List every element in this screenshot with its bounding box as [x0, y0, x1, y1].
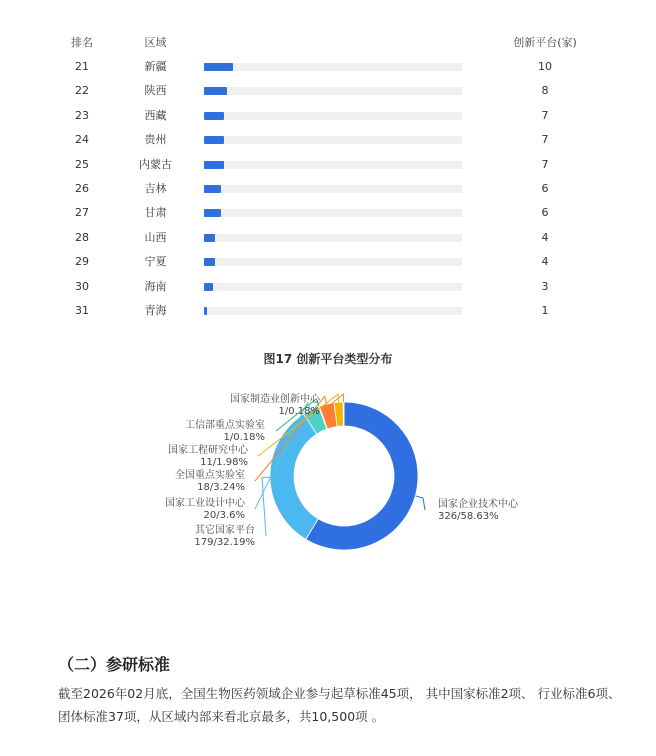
- bar-fill: [204, 63, 233, 71]
- bar-fill: [204, 209, 221, 217]
- value-cell: 7: [541, 157, 549, 171]
- bar-fill: [204, 307, 207, 315]
- paragraph-line-1: 截至2026年02月底，全国生物医药领域企业参与起草标准45项， 其中国家标准2项、 行业标准6项、: [58, 686, 621, 701]
- section-title: （二）参研标准: [58, 655, 171, 674]
- table-row: [0, 180, 656, 198]
- rank-cell: 22: [75, 84, 89, 98]
- rank-cell: 24: [75, 133, 89, 147]
- rank-cell: 27: [75, 206, 89, 220]
- slice-name-label: 国家工业设计中心: [165, 498, 245, 509]
- rank-header: 排名: [71, 36, 93, 49]
- paragraph-line-2: 团体标准37项，从区域内部来看北京最多，共10,500项 。: [58, 709, 385, 724]
- value-cell: 1: [541, 304, 549, 317]
- slice-value-label: 11/1.98%: [200, 457, 248, 468]
- slice-name-label: 其它国家平台: [195, 525, 255, 536]
- slice-name-label: 国家企业技术中心: [438, 499, 518, 510]
- value-cell: 8: [541, 84, 549, 98]
- bar-fill: [204, 185, 221, 193]
- region-cell: 西藏: [144, 108, 167, 122]
- region-cell: 青海: [144, 304, 167, 317]
- value-cell: 3: [541, 279, 549, 293]
- value-cell: 6: [541, 206, 549, 220]
- table-row: [0, 107, 656, 125]
- rank-cell: 29: [75, 255, 89, 269]
- table-row: [0, 253, 656, 271]
- region-cell: 山西: [144, 230, 167, 244]
- bar-track: [204, 307, 462, 315]
- region-cell: 甘肃: [144, 206, 167, 220]
- bar-fill: [204, 112, 224, 120]
- table-row: [0, 131, 656, 149]
- value-cell: 4: [541, 230, 549, 244]
- rank-cell: 30: [75, 279, 89, 293]
- slice-name-label: 国家工程研究中心: [168, 445, 248, 456]
- table-row: [0, 302, 656, 320]
- bar-track: [204, 258, 462, 266]
- rank-cell: 23: [75, 108, 89, 122]
- value-cell: 7: [541, 108, 549, 122]
- bar-track: [204, 234, 462, 242]
- value-cell: 6: [541, 182, 549, 195]
- donut-slice: [343, 402, 344, 426]
- bar-track: [204, 185, 462, 193]
- bar-track: [204, 87, 462, 95]
- region-header: 区域: [144, 36, 167, 49]
- slice-value-label: 1/0.18%: [278, 406, 320, 417]
- bar-fill: [204, 258, 215, 266]
- slice-value-label: 20/3.6%: [203, 510, 245, 521]
- slice-value-label: 18/3.24%: [197, 482, 245, 493]
- bar-track: [204, 209, 462, 217]
- platform-type-donut-chart: [0, 380, 656, 580]
- table-row: [0, 204, 656, 222]
- region-cell: 吉林: [144, 182, 167, 195]
- region-cell: 宁夏: [144, 255, 167, 269]
- table-row: [0, 82, 656, 100]
- slice-name-label: 工信部重点实验室: [185, 420, 265, 431]
- slice-name-label: 全国重点实验室: [175, 470, 245, 481]
- bar-fill: [204, 283, 213, 291]
- table-row: [0, 156, 656, 174]
- bar-fill: [204, 161, 224, 169]
- region-cell: 陕西: [144, 84, 167, 98]
- region-cell: 内蒙古: [139, 157, 172, 171]
- table-row: [0, 58, 656, 76]
- standards-paragraph: [58, 682, 638, 728]
- rank-cell: 21: [75, 60, 89, 73]
- region-cell: 新疆: [144, 60, 167, 73]
- rank-cell: 25: [75, 157, 89, 171]
- rank-cell: 31: [75, 304, 89, 317]
- bar-track: [204, 112, 462, 120]
- bar-track: [204, 283, 462, 291]
- slice-name-label: 国家制造业创新中心: [230, 394, 320, 405]
- rank-cell: 26: [75, 182, 89, 195]
- figure-title: 图17 创新平台类型分布: [263, 352, 393, 366]
- bar-fill: [204, 234, 215, 242]
- slice-value-label: 179/32.19%: [194, 537, 255, 548]
- bar-track: [204, 63, 462, 71]
- rank-cell: 28: [75, 230, 89, 244]
- slice-value-label: 1/0.18%: [223, 432, 265, 443]
- value-cell: 10: [538, 60, 552, 73]
- table-row: [0, 278, 656, 296]
- value-cell: 7: [541, 133, 549, 147]
- bar-track: [204, 161, 462, 169]
- slice-value-label: 326/58.63%: [438, 511, 499, 522]
- bar-fill: [204, 136, 224, 144]
- bar-fill: [204, 87, 227, 95]
- table-row: [0, 229, 656, 247]
- region-cell: 贵州: [144, 133, 167, 147]
- value-cell: 4: [541, 255, 549, 269]
- bar-track: [204, 136, 462, 144]
- table-header: [0, 34, 656, 52]
- leader-line: [415, 496, 425, 510]
- region-cell: 海南: [144, 279, 167, 293]
- value-header: 创新平台(家): [513, 36, 577, 49]
